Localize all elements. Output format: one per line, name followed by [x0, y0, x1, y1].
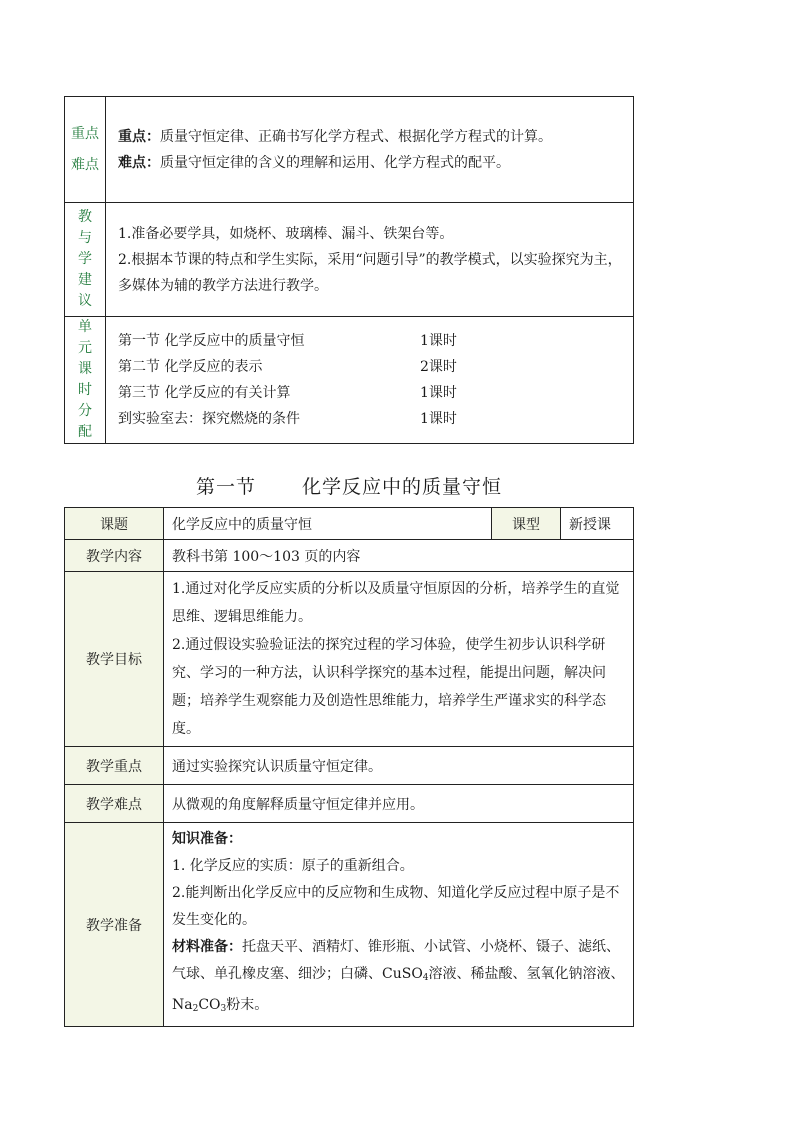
formula-subscript: 4 [422, 973, 429, 983]
label-char: 课 [78, 361, 92, 377]
materials-heading: 材料准备： [172, 939, 242, 955]
label-char: 难点 [71, 156, 99, 173]
key-points-label [65, 97, 106, 203]
schedule-label [65, 317, 106, 444]
difficult-label: 难点： [118, 154, 160, 171]
goals-content [164, 572, 634, 747]
schedule-row [65, 317, 634, 444]
knowledge-heading: 知识准备： [172, 831, 242, 847]
schedule-hours: 1课时 [420, 385, 457, 401]
focus-value: 通过实验探究认识质量守恒定律。 [164, 747, 634, 785]
difficult-line [118, 150, 625, 176]
lesson-plan-table [64, 507, 634, 1027]
label-char: 分 [78, 403, 92, 419]
key-points-row [65, 97, 634, 203]
goals-row [65, 572, 634, 747]
label-char: 议 [78, 293, 92, 309]
suggestions-label [65, 203, 106, 317]
schedule-section: 到实验室去：探究燃烧的条件 [118, 411, 300, 427]
label-char: 教 [78, 209, 92, 225]
unit-planning-table [64, 96, 634, 444]
prep-label: 教学准备 [65, 823, 164, 1027]
schedule-item [118, 328, 457, 354]
schedule-content [106, 317, 634, 444]
suggestions-content [106, 203, 634, 317]
goal-1: 1.通过对化学反应实质的分析以及质量守恒原因的分析，培养学生的直觉思维、逻辑思维能力。 [172, 581, 620, 625]
focus-row [65, 747, 634, 785]
focus-label: 教学重点 [65, 747, 164, 785]
difficult-text: 质量守恒定律的含义的理解和运用、化学方程式的配平。 [160, 154, 510, 171]
goal-2: 2.通过假设实验验证法的探究过程的学习体验，使学生初步认识科学研究、学习的一种方法，认识科学探究的基本过程，能提出问题，解决问题；培养学生观察能力及创造性思维能力，培养学生严谨求实的科学态度。 [172, 637, 606, 737]
materials-line [172, 934, 627, 1023]
schedule-hours: 2课时 [420, 359, 457, 375]
label-char: 配 [78, 424, 92, 440]
materials-text-3: 粉末。 [226, 997, 269, 1013]
lesson-heading [64, 472, 634, 499]
label-char: 与 [78, 230, 92, 246]
schedule-hours: 1课时 [420, 333, 457, 349]
knowledge-2: 2.能判断出化学反应中的反应物和生成物、知道化学反应过程中原子是不发生变化的。 [172, 885, 620, 928]
important-line [118, 124, 625, 150]
type-value: 新授课 [561, 508, 634, 540]
formula-subscript: 3 [220, 1004, 227, 1014]
formula-part: CuSO [382, 966, 423, 982]
label-char: 元 [78, 340, 92, 356]
prep-content [164, 823, 634, 1027]
difficulty-label: 教学难点 [65, 785, 164, 823]
prep-row [65, 823, 634, 1027]
schedule-item [118, 354, 457, 380]
formula-subscript: 2 [192, 1004, 199, 1014]
important-label: 重点： [118, 128, 160, 145]
suggestions-row [65, 203, 634, 317]
formula-part: CO [198, 997, 221, 1013]
schedule-list [118, 328, 457, 432]
suggestion-2: 2.根据本节课的特点和学生实际，采用“问题引导”的教学模式，以实验探究为主，多媒体为辅的教学方法进行教学。 [118, 251, 622, 294]
label-char: 重点 [71, 125, 99, 142]
key-points-content [106, 97, 634, 203]
materials-text: 托盘天平、酒精灯、锥形瓶、小试管、小烧杯、镊子、滤纸、气球、单孔橡皮塞、细沙；白磷、 [172, 939, 620, 982]
section-number: 第一节 [195, 476, 256, 498]
schedule-item [118, 380, 457, 406]
schedule-item [118, 406, 457, 432]
label-char: 建 [78, 272, 92, 288]
difficulty-value: 从微观的角度解释质量守恒定律并应用。 [164, 785, 634, 823]
schedule-section: 第一节 化学反应中的质量守恒 [118, 333, 305, 349]
topic-label: 课题 [65, 508, 164, 540]
label-char: 学 [78, 251, 92, 267]
important-text: 质量守恒定律、正确书写化学方程式、根据化学方程式的计算。 [160, 128, 552, 145]
content-label: 教学内容 [65, 540, 164, 572]
content-row [65, 540, 634, 572]
cuso4-formula [382, 966, 429, 982]
knowledge-1: 1. 化学反应的实质：原子的重新组合。 [172, 858, 414, 874]
content-value: 教科书第 100～103 页的内容 [164, 540, 634, 572]
formula-part: Na [172, 997, 193, 1013]
type-label: 课型 [492, 508, 561, 540]
suggestion-1: 1.准备必要学具，如烧杯、玻璃棒、漏斗、铁架台等。 [118, 225, 454, 242]
schedule-section: 第三节 化学反应的有关计算 [118, 385, 291, 401]
difficulty-row [65, 785, 634, 823]
goals-label: 教学目标 [65, 572, 164, 747]
label-char: 单 [78, 319, 92, 335]
topic-row [65, 508, 634, 540]
label-char: 时 [78, 382, 92, 398]
schedule-hours: 1课时 [420, 411, 457, 427]
materials-text-2: 溶液、稀盐酸、氢氧化钠溶液、 [428, 966, 625, 982]
section-title: 化学反应中的质量守恒 [302, 476, 503, 498]
na2co3-formula [172, 997, 226, 1013]
topic-value: 化学反应中的质量守恒 [164, 508, 492, 540]
schedule-section: 第二节 化学反应的表示 [118, 359, 263, 375]
